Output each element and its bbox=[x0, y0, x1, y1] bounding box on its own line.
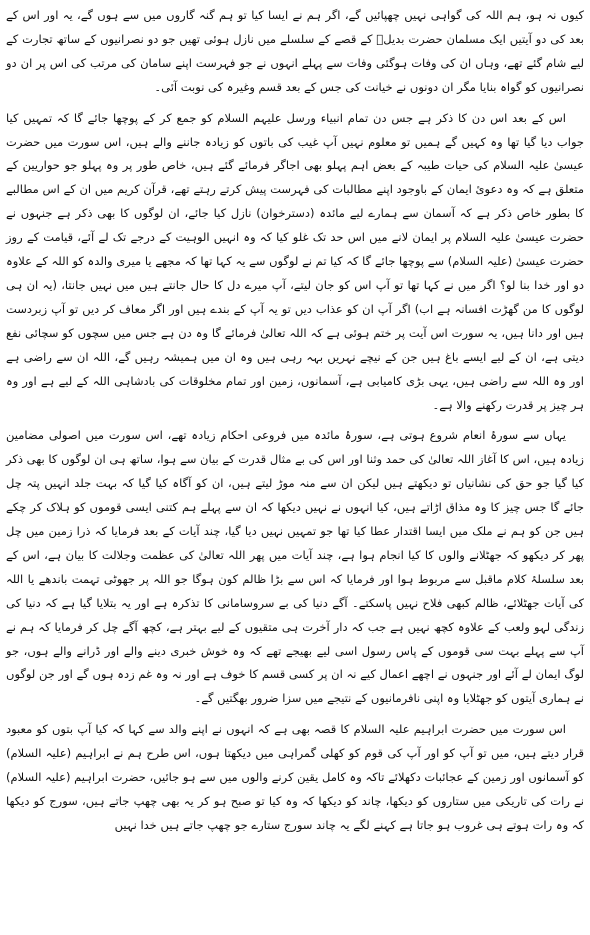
paragraph-intro: کیوں نہ ہو، ہم اللہ کی گواہی نہیں چھپائیں گے، اگر ہم نے ایسا کیا تو ہم گنہ گاروں میں سے ہوں گے، یہ اور اس کے بعد کی دو آیتیں ایک مسلمان حضرت بدیلؓ کے قصے کے سلسلے میں نازل ہوئی تھیں جو دو نصرانیوں کے ساتھ تجارت کے لیے شام گئے تھے، وہاں ان کی وفات ہوگئی وفات سے پہلے انہوں نے جو فہرست اپنے سامان کی مرتب کی اس پر ان دو نصرانیوں کو گواہ بنایا مگر ان دونوں نے خیانت کی جس کے بعد قسم وغیرہ کی نوبت آئی۔ bbox=[6, 8, 584, 94]
paragraph-ibrahim: اس سورت میں حضرت ابراہیم علیہ السلام کا قصہ بھی ہے کہ انہوں نے اپنے والد سے کہا کہ کیا آپ بتوں کو معبود قرار دیتے ہیں، میں تو آپ کو اور آپ کی قوم کو کھلی گمراہی میں دیکھتا ہوں، اس طرح ہم نے ابراہیم (علیہ السلام) کو آسمانوں اور زمین کے عجائبات دکھلائے تاکہ وہ کامل یقین کرنے والوں میں سے ہو جائیں، حضرت ابراہیم (علیہ السلام) نے رات کی تاریکی میں ستاروں کو دیکھا، چاند کو دیکھا کہ وہ کیا تو صبح ہو کر یہ بھی چھپ جاتے ہیں، سورج کو دیکھا کہ وہ رات ہوتے ہی غروب ہو جاتا ہے کہنے لگے یہ چاند سورج ستارے جو چھپ جاتے ہیں خدا نہیں bbox=[6, 722, 584, 832]
paragraph-surah-anam: یہاں سے سورۂ انعام شروع ہوتی ہے، سورۂ مائدہ میں فروعی احکام زیادہ تھے، اس سورت میں اصولی مضامین زیادہ ہیں، اس کا آغاز اللہ تعالیٰ کی حمد وثنا اور اس کی بے مثال قدرت کے بیان سے ہوا، ساتھ ہی ان لوگوں کا بھی ذکر کیا گیا جو حق کی نشانیاں تو دیکھتے ہیں لیکن ان سے منہ موڑ لیتے ہیں، ان کو آگاہ کیا گیا کہ بہت جلد انہیں پتہ چل جائے گا جس چیز کا وہ مذاق اڑاتے ہیں، کیا انہوں نے نہیں دیکھا کہ ان سے پہلے ہم کتنی ایسی قوموں کو ہلاک کر چکے ہیں جن کو ہم نے ملک میں ایسا اقتدار عطا کیا تھا جو تمہیں نہیں دیا گیا، چند آیات کے بعد فرمایا کہ ذرا زمین میں چل پھر کر دیکھو کہ جھٹلانے والوں کا کیا انجام ہوا ہے، چند آیات میں پھر اللہ تعالیٰ کی عظمت وجلالت کا بیان ہے، اس کے بعد سلسلۂ کلام ماقبل سے مربوط ہوا اور فرمایا کہ اس سے بڑا ظالم کون ہوگا جو اللہ پر جھوٹی تہمت باندھے یا اللہ کی آیات جھٹلائے، ظالم کبھی فلاح نہیں پاسکتے۔ آگے دنیا کی بے سروسامانی کا تذکرہ ہے اور یہ بتلایا گیا ہے کہ دنیا کی زندگی لہو ولعب کے علاوہ کچھ نہیں ہے جب کہ دار آخرت ہی متقیوں کے لیے بہتر ہے، کچھ آگے چل کر فرمایا کہ ہم نے آپ سے پہلے بہت سی قوموں کے پاس رسول اسی لیے بھیجے تھے کہ وہ خوش خبری دینے والے اور ڈرانے والے ہوں، جو لوگ ایمان لے آئے اور جنہوں نے اچھے اعمال کیے نہ ان پر کسی قسم کا خوف ہے اور نہ وہ غم زدہ ہوں گے اور جن لوگوں نے ہماری آیتوں کو جھٹلایا وہ اپنی نافرمانیوں کے نتیجے میں سزا ضرور بھگتیں گے۔ bbox=[6, 428, 584, 706]
paragraph-judgement-day: اس کے بعد اس دن کا ذکر ہے جس دن تمام انبیاء ورسل علیہم السلام کو جمع کر کے پوچھا جائے گا کہ تمہیں کیا جواب دیا گیا تھا وہ کہیں گے ہمیں تو معلوم نہیں آپ غیب کی باتوں کو زیادہ جاننے والے ہیں، اس سورت میں حضرت عیسیٰ علیہ السلام کی حیات طیبہ کے بعض اہم پہلو بھی اجاگر فرمائے گئے ہیں، خاص طور پر وہ پہلو جو حواریین کے متعلق ہے کہ وہ دعویٔ ایمان کے باوجود اپنے مطالبات کی فہرست پیش کرتے رہتے تھے، قرآن کریم میں ان کے اس مطالبے کا بطور خاص ذکر ہے کہ آسمان سے ہمارے لیے مائدہ (دسترخوان) نازل کیا جائے، ان لوگوں کا بھی ذکر ہے جنہوں نے حضرت عیسیٰ علیہ السلام پر ایمان لانے میں اس حد تک غلو کیا کہ وہ انہیں الوہیت کے درجے تک لے آئے، قیامت کے روز حضرت عیسیٰ (علیہ السلام) سے پوچھا جائے گا کہ کیا تم نے لوگوں سے یہ کہا تھا کہ مجھے یا میری والدہ کو اللہ کے علاوہ دو اور خدا بنا لو؟ اگر میں نے کہا تھا تو آپ اس کو جان لیتے، آپ میرے دل کا حال جانتے ہیں میں نہیں جانتا، (یہ ان ہی لوگوں کا من گھڑت افسانہ ہے اب) اگر آپ ان کو عذاب دیں تو یہ آپ کے بندے ہیں اور اگر معاف کر دیں تو آپ زبردست ہیں اور دانا ہیں، یہ سورت اس آیت پر ختم ہوئی ہے کہ اللہ تعالیٰ فرمائے گا وہ دن ہے جس میں سچوں کو سچائی نفع دیتی ہے، ان کے لیے ایسے باغ ہیں جن کے نیچے نہریں بہہ رہی ہیں وہ ان میں ہمیشہ رہیں گے، اللہ ان سے راضی ہے اور وہ اللہ سے راضی ہیں، یہی بڑی کامیابی ہے، آسمانوں، زمین اور تمام مخلوقات کی بادشاہی اللہ کے لیے ہے اور وہ ہر چیز پر قدرت رکھنے والا ہے۔ bbox=[6, 110, 584, 412]
urdu-text-page bbox=[6, 4, 584, 845]
